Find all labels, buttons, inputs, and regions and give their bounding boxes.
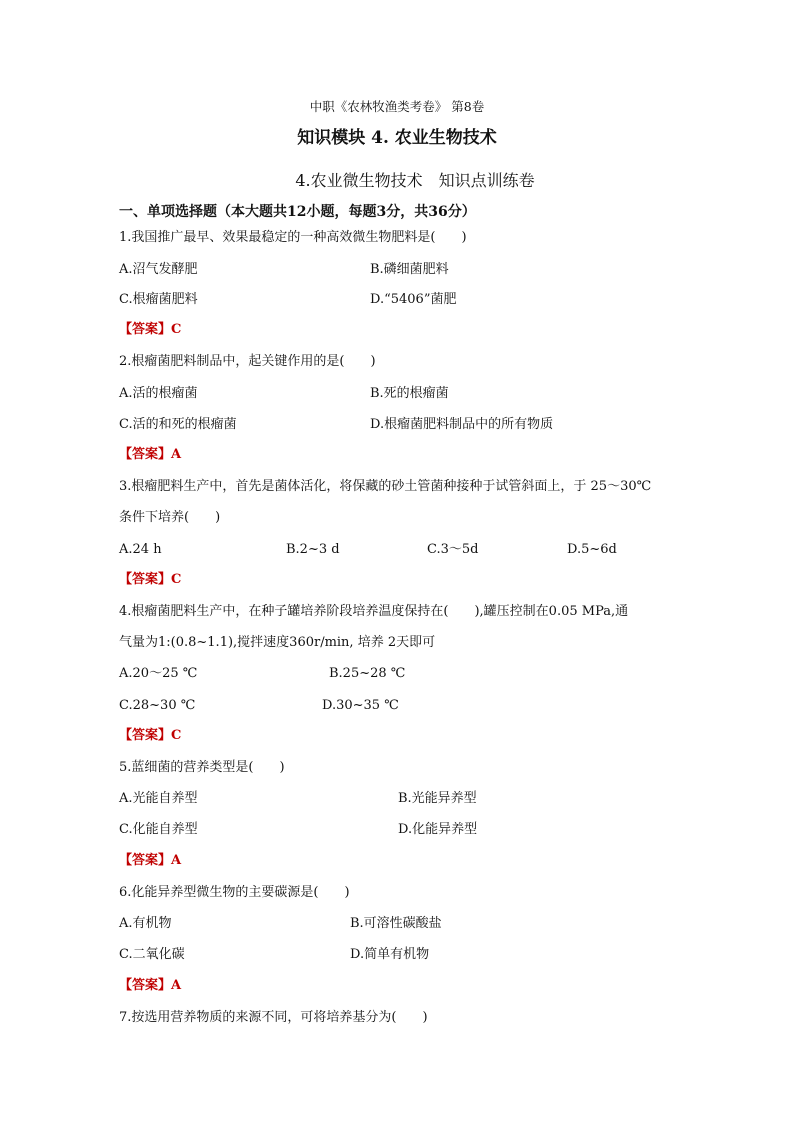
question-5-option-d: D.化能异养型 [398,822,478,837]
answer-value: A [171,447,182,462]
paper-subtitle: 4.农业微生物技术 知识点训练卷 [295,171,535,190]
answer-value: C [171,572,182,587]
question-3-option-d: D.5~6d [567,542,617,557]
question-3-option-c: C.3～5d [427,542,479,557]
answer-value: A [171,853,182,868]
question-1-option-a: A.沼气发酵肥 [119,262,198,277]
answer-value: C [171,322,182,337]
question-4-option-d: D.30~35 ℃ [322,698,399,713]
question-4-option-b: B.25~28 ℃ [329,666,406,681]
question-5-option-c: C.化能自养型 [119,822,198,837]
module-title: 知识模块 4. 农业生物技术 [297,128,497,148]
question-6-stem: 6.化能异养型微生物的主要碳源是( ) [119,885,350,900]
question-6-answer [119,978,181,994]
question-1-stem: 1.我国推广最早、效果最稳定的一种高效微生物肥料是( ) [119,230,467,245]
question-1-option-b: B.磷细菌肥料 [370,262,449,277]
answer-label: 【答案】 [119,322,172,337]
question-5-option-a: A.光能自养型 [119,791,198,806]
question-2-option-a: A.活的根瘤菌 [119,386,198,401]
answer-label: 【答案】 [119,447,172,462]
question-3-answer [119,572,181,588]
question-6-option-c: C.二氧化碳 [119,947,185,962]
answer-value: C [171,728,182,743]
answer-value: A [171,978,182,993]
question-4-answer [119,728,181,744]
exam-series-title: 中职《农林牧渔类考卷》 第8卷 [309,99,485,114]
question-6-option-b: B.可溶性碳酸盐 [350,916,442,931]
question-6-option-d: D.简单有机物 [350,947,430,962]
answer-label: 【答案】 [119,572,172,587]
answer-label: 【答案】 [119,728,172,743]
question-4-stem-line-2: 气量为1:(0.8~1.1),搅拌速度360r/min, 培养 2天即可 [119,635,436,650]
question-1-option-d: D.“5406”菌肥 [370,292,457,307]
question-4-option-a: A.20～25 ℃ [119,666,198,681]
question-6-option-a: A.有机物 [119,916,172,931]
question-1-answer [119,322,181,338]
question-5-stem: 5.蓝细菌的营养类型是( ) [119,760,285,775]
question-1-option-c: C.根瘤菌肥料 [119,292,198,307]
question-7-stem: 7.按选用营养物质的来源不同，可将培养基分为( ) [119,1010,428,1025]
question-3-stem-line-1: 3.根瘤肥料生产中，首先是菌体活化，将保藏的砂土管菌种接种于试管斜面上，于 25～30℃ [119,479,652,494]
question-3-option-a: A.24 h [119,542,162,557]
question-2-option-d: D.根瘤菌肥料制品中的所有物质 [370,417,554,432]
question-3-stem-line-2: 条件下培养( ) [119,510,221,525]
question-5-option-b: B.光能异养型 [398,791,477,806]
answer-label: 【答案】 [119,853,172,868]
question-5-answer [119,853,181,869]
question-3-option-b: B.2~3 d [286,542,340,557]
question-2-answer [119,447,181,463]
question-4-stem-line-1: 4.根瘤菌肥料生产中，在种子罐培养阶段培养温度保持在( ),罐压控制在0.05 MPa,通 [119,604,629,619]
question-2-stem: 2.根瘤菌肥料制品中，起关键作用的是( ) [119,354,376,369]
question-2-option-c: C.活的和死的根瘤菌 [119,417,237,432]
question-2-option-b: B.死的根瘤菌 [370,386,449,401]
answer-label: 【答案】 [119,978,172,993]
question-4-option-c: C.28~30 ℃ [119,698,196,713]
section-heading: 一、单项选择题（本大题共12小题，每题3分，共36分） [119,204,476,220]
